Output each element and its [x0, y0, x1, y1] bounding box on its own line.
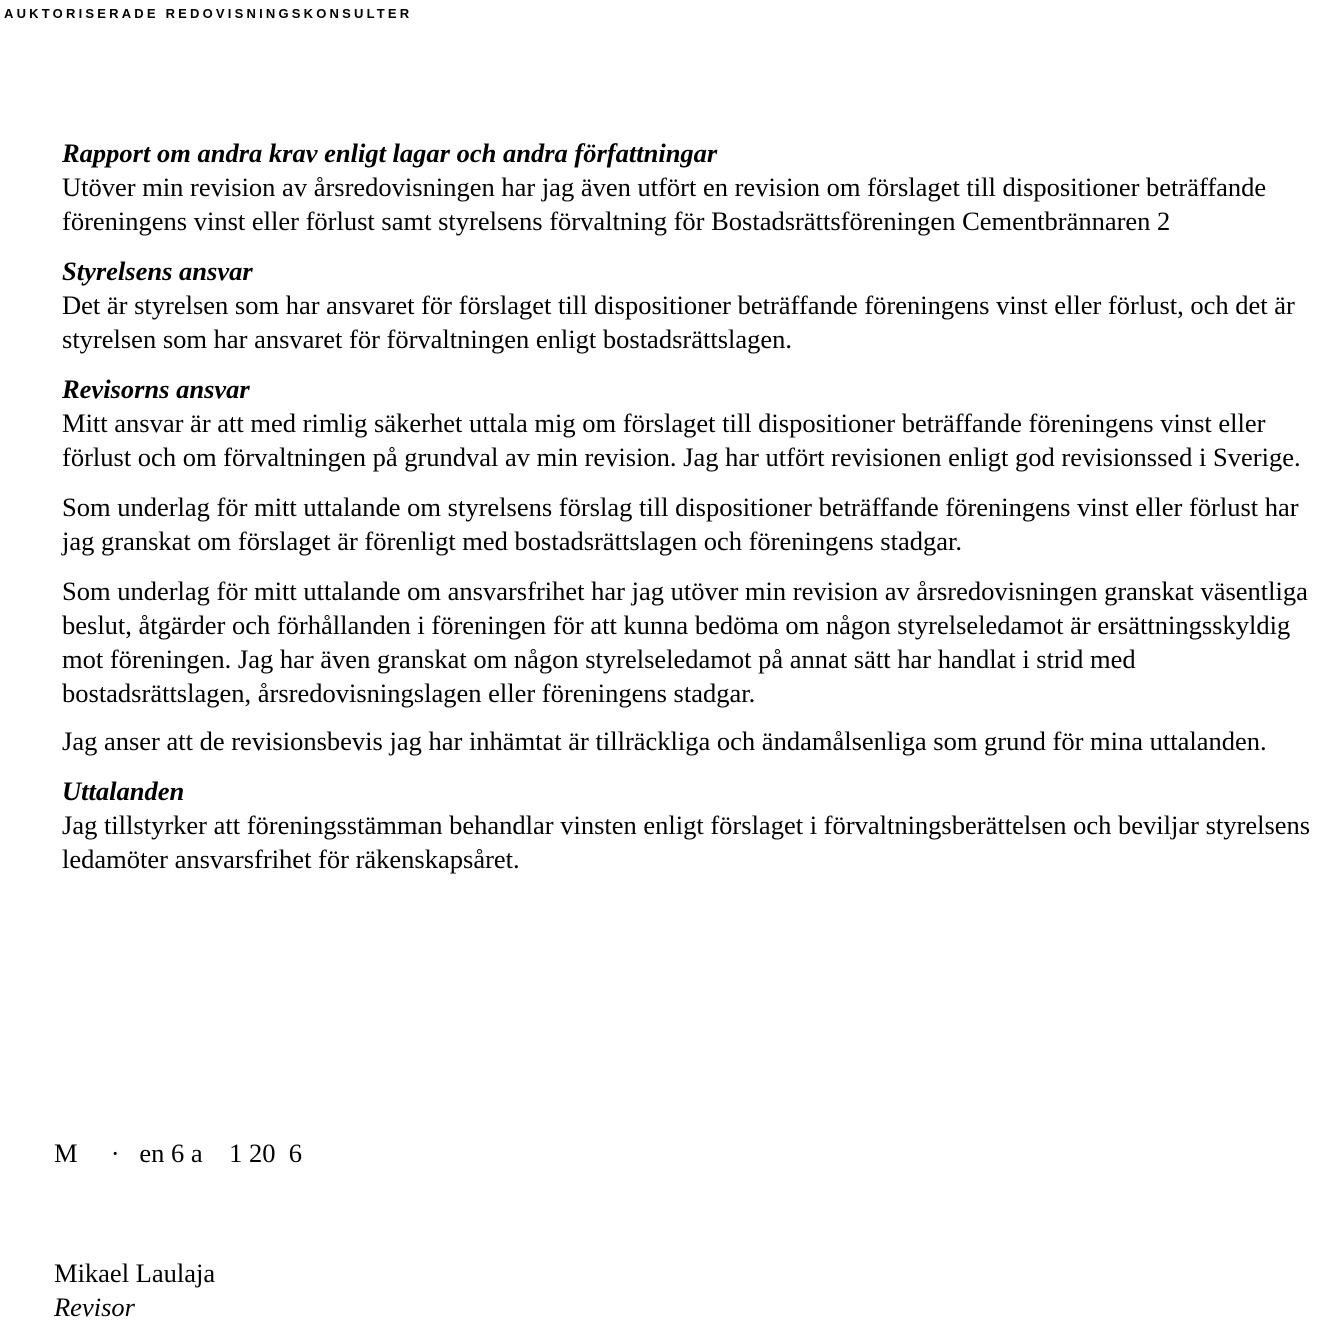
signer-name: Mikael Laulaja: [54, 1258, 216, 1288]
section-paragraph: Som underlag för mitt uttalande om ansvarsfrihet har jag utöver min revision av årsredovisningen granskat väsentliga beslut, åtgärder och förhållanden i föreningen för att kunna bedöma om någon styrelseledamot är ersättningsskyldig mot föreningen. Jag har även granskat om någon styrelseledamot på annat sätt har handlat i strid med bostadsrättslagen, årsredovisningslagen eller föreningens stadgar.: [62, 576, 1308, 708]
section-heading-rapport: Rapport om andra krav enligt lagar och andra författningar: [62, 138, 718, 168]
signature-block: [54, 1256, 215, 1324]
signer-role: Revisor: [54, 1292, 135, 1322]
section-paragraph: Det är styrelsen som har ansvaret för förslaget till dispositioner beträffande föreningens vinst eller förlust, och det är styrelsen som har ansvaret för förvaltningen enligt bostadsrättslagen.: [62, 290, 1295, 354]
section-heading-styrelsens-ansvar: Styrelsens ansvar: [62, 256, 253, 286]
report-body: [62, 136, 1312, 876]
date-place-line: M · en 6 a 1 20 6: [54, 1138, 303, 1168]
section-heading-revisorns-ansvar: Revisorns ansvar: [62, 374, 250, 404]
letterhead: AUKTORISERADE REDOVISNINGSKONSULTER: [4, 6, 413, 21]
section-paragraph: Jag tillstyrker att föreningsstämman behandlar vinsten enligt förslaget i förvaltningsberättelsen och beviljar styrelsens ledamöter ansvarsfrihet för räkenskapsåret.: [62, 810, 1311, 874]
section-paragraph: Utöver min revision av årsredovisningen har jag även utfört en revision om förslaget till dispositioner beträffande föreningens vinst eller förlust samt styrelsens förvaltning för Bostadsrättsföreningen Cementbrännaren 2: [62, 172, 1267, 236]
section-paragraph: Mitt ansvar är att med rimlig säkerhet uttala mig om förslaget till dispositioner beträffande föreningens vinst eller förlust och om förvaltningen på grundval av min revision. Jag har utfört revisionen enligt god revisionssed i Sverige.: [62, 408, 1301, 472]
section-paragraph: Jag anser att de revisionsbevis jag har inhämtat är tillräckliga och ändamålsenliga som grund för mina uttalanden.: [62, 726, 1267, 756]
section-paragraph: Som underlag för mitt uttalande om styrelsens förslag till dispositioner beträffande föreningens vinst eller förlust har jag granskat om förslaget är förenligt med bostadsrättslagen och föreningens stadgar.: [62, 492, 1299, 556]
section-heading-uttalanden: Uttalanden: [62, 776, 185, 806]
